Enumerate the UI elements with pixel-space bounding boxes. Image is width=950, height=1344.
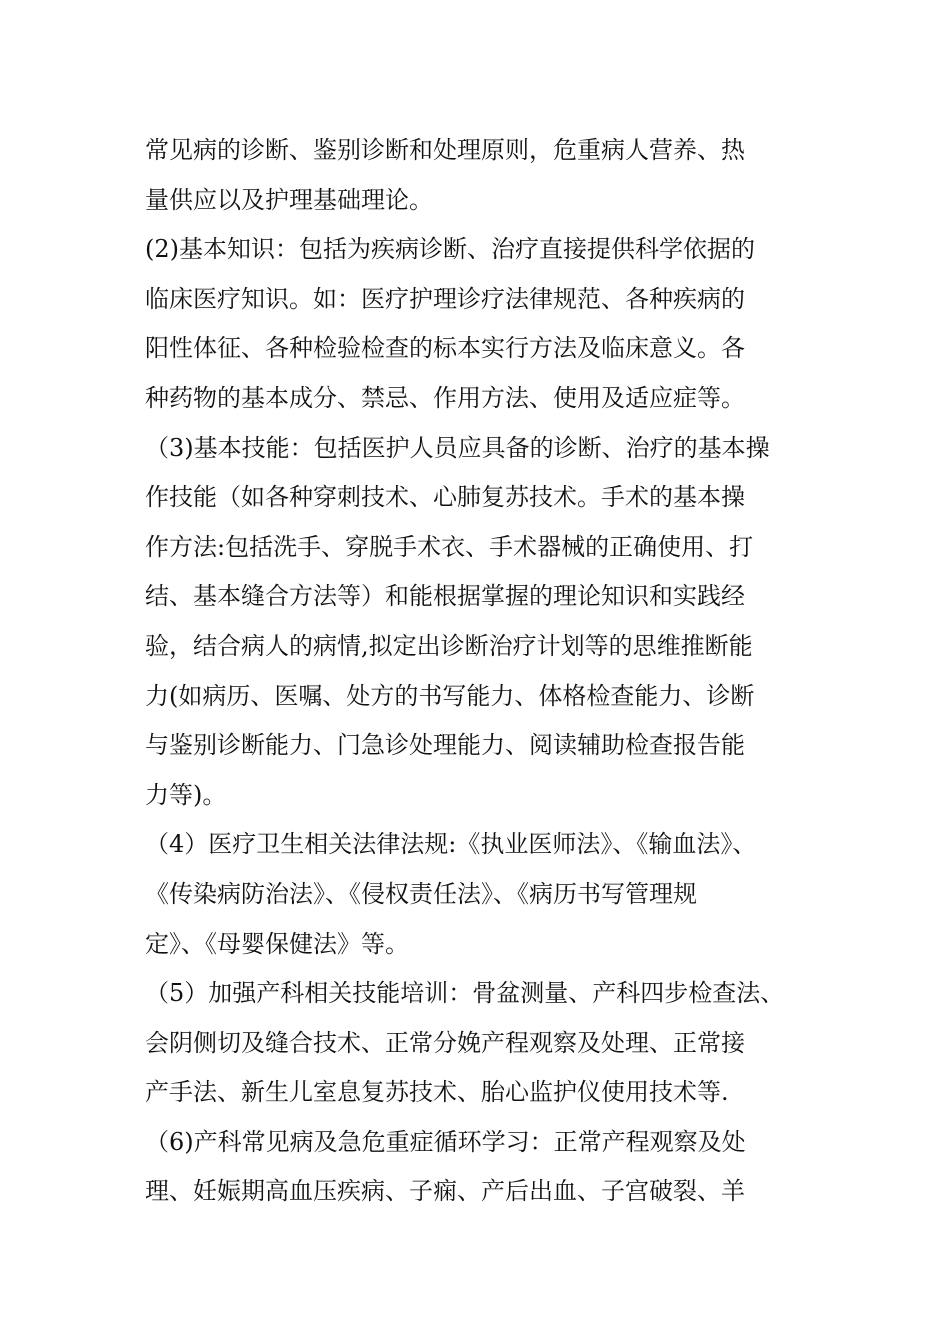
body-text xyxy=(145,126,810,1217)
text-line: 种药物的基本成分、禁忌、作用方法、使用及适应症等。 xyxy=(145,383,745,412)
text-line: 力(如病历、医嘱、处方的书写能力、体格检查能力、诊断 xyxy=(145,681,755,710)
text-line: 作方法:包括洗手、穿脱手术衣、手术器械的正确使用、打 xyxy=(145,532,754,561)
text-line: 阳性体征、各种检验检查的标本实行方法及临床意义。各 xyxy=(145,334,745,363)
text-line: 常见病的诊断、鉴别诊断和处理原则，危重病人营养、热 xyxy=(145,136,745,164)
text-line: 验，结合病人的病情,拟定出诊断治疗计划等的思维推断能 xyxy=(145,631,753,660)
text-line: 《传染病防治法》、《侵权责任法》、《病历书写管理规 xyxy=(145,879,697,908)
text-line: （4）医疗卫生相关法律法规:《执业医师法》、《输血法》、 xyxy=(145,830,757,859)
text-line: 临床医疗知识。如：医疗护理诊疗法律规范、各种疾病的 xyxy=(145,284,745,313)
text-line: 理、妊娠期高血压疾病、子痫、产后出血、子宫破裂、羊 xyxy=(145,1177,745,1206)
text-line: 力等)。 xyxy=(145,780,227,809)
text-line: （5）加强产科相关技能培训：骨盆测量、产科四步检查法、 xyxy=(145,979,785,1008)
text-line: 定》、《母婴保健法》等。 xyxy=(145,929,409,958)
text-line: 产手法、新生儿室息复苏技术、胎心监护仪使用技术等. xyxy=(145,1078,729,1107)
text-line: 与鉴别诊断能力、门急诊处理能力、阅读辅助检查报告能 xyxy=(145,731,745,760)
text-line: 会阴侧切及缝合技术、正常分娩产程观察及处理、正常接 xyxy=(145,1028,745,1057)
text-line: (2)基本知识：包括为疾病诊断、治疗直接提供科学依据的 xyxy=(145,235,755,264)
text-line: （6)产科常见病及急危重症循环学习：正常产程观察及处 xyxy=(145,1127,746,1156)
text-line: 作技能（如各种穿刺技术、心肺复苏技术。手术的基本操 xyxy=(145,483,745,512)
text-line: 量供应以及护理基础理论。 xyxy=(145,185,433,214)
text-line: （3)基本技能：包括医护人员应具备的诊断、治疗的基本操 xyxy=(145,433,770,462)
text-line: 结、基本缝合方法等）和能根据掌握的理论知识和实践经 xyxy=(145,582,745,611)
